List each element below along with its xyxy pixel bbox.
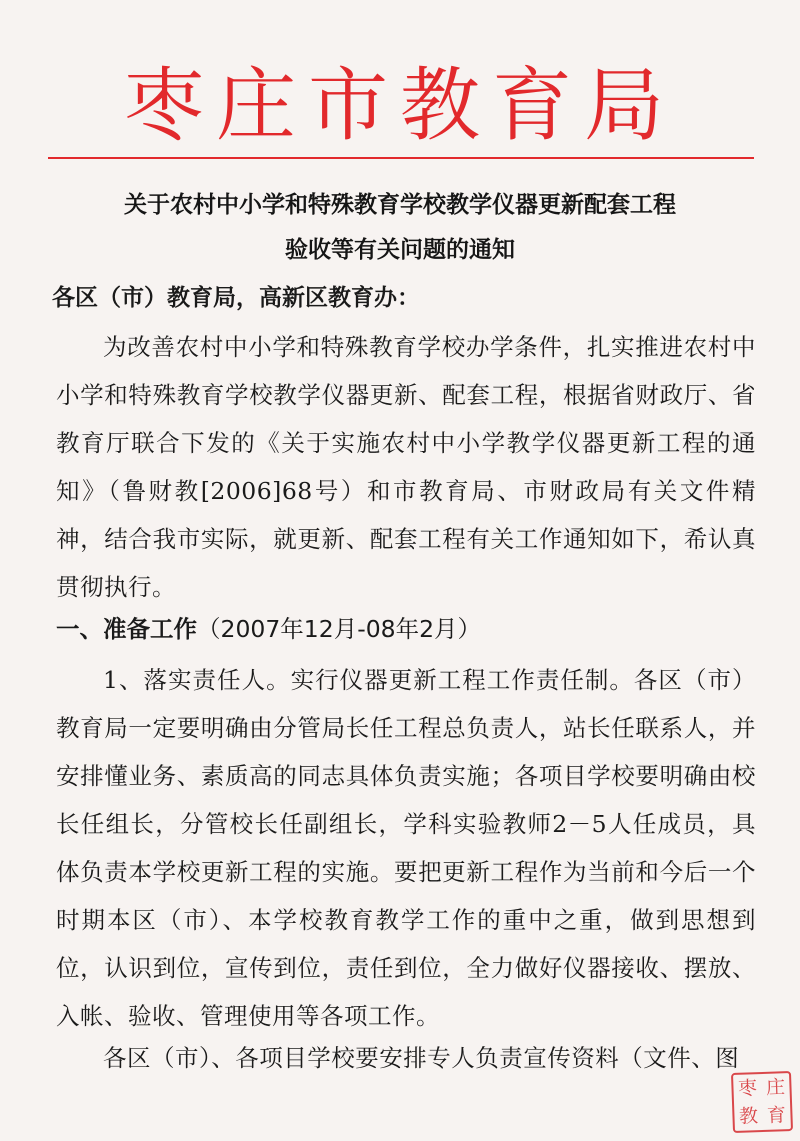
paragraph-intro: 为改善农村中小学和特殊教育学校办学条件，扎实推进农村中小学和特殊教育学校教学仪器更新、配套工程，根据省财政厅、省教育厅联合下发的《关于实施农村中小学教学仪器更新工程的通知》（鲁财教[2006]68号）和市教育局、市财政局有关文件精神，结合我市实际，就更新、配套工程有关工作通知如下，希认真贯彻执行。 [56,333,756,601]
salutation: 各区（市）教育局，高新区教育办： [52,285,420,311]
section-heading-preparation [56,611,481,647]
letterhead-agency-name: 枣庄市教育局 [124,59,676,152]
paragraph-publicity: 各区（市）、各项目学校要安排专人负责宣传资料（文件、图 [103,1044,740,1072]
seal-char: 育 [766,1104,787,1127]
seal-char: 教 [738,1105,759,1128]
letterhead-red-rule [48,157,754,159]
section-heading-period: （2007年12月-08年2月） [197,615,482,643]
official-seal-stamp [731,1071,793,1133]
section-heading-title: 一、准备工作 [56,615,197,643]
document-title-line-2: 验收等有关问题的通知 [285,237,515,263]
paragraph-responsibility: 1、落实责任人。实行仪器更新工程工作责任制。各区（市）教育局一定要明确由分管局长任工程总负责人，站长任联系人，并安排懂业务、素质高的同志具体负责实施；各项目学校要明确由校长任组长，分管校长任副组长，学科实验教师2－5人任成员，具体负责本学校更新工程的实施。要把更新工程作为当前和今后一个时期本区（市）、本学校教育教学工作的重中之重，做到思想到位，认识到位，宣传到位，责任到位，全力做好仪器接收、摆放、入帐、验收、管理使用等各项工作。 [56,666,756,1030]
document-title-line-1: 关于农村中小学和特殊教育学校教学仪器更新配套工程 [124,192,676,218]
seal-char: 枣 [737,1077,758,1100]
seal-char: 庄 [765,1076,786,1099]
